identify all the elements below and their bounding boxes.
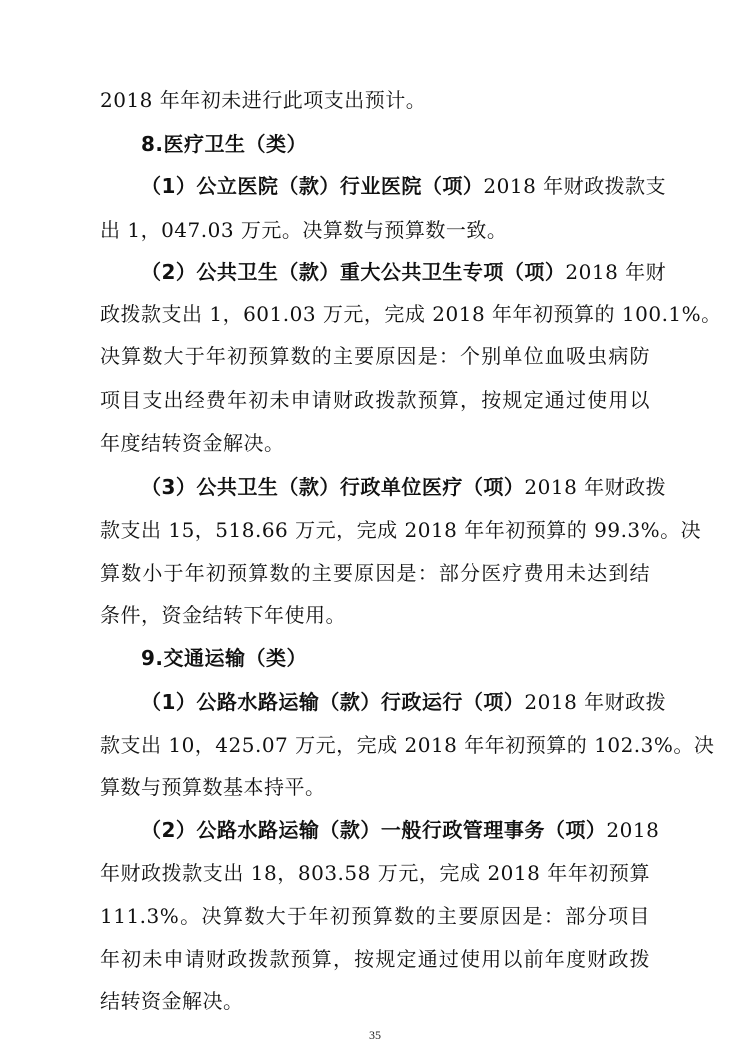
paragraph-first-line	[141, 172, 691, 200]
text-line: 年度结转资金解决。	[100, 431, 285, 455]
text-line: 年财政拨款支出 18，803.58 万元，完成 2018 年年初预算	[100, 861, 650, 885]
text-line: 年初未申请财政拨款预算，按规定通过使用以前年度财政拨	[100, 947, 650, 971]
text-span: 2018 年财	[565, 260, 667, 284]
text-line: 结转资金解决。	[100, 989, 244, 1013]
text-line: 款支出 10，425.07 万元，完成 2018 年年初预算的 102.3%。决	[100, 733, 715, 757]
text-line: 111.3%。决算数大于年初预算数的主要原因是：部分项目	[100, 904, 650, 928]
item-heading: （1）公立医院（款）行业医院（项）	[141, 174, 484, 198]
text-line: 算数与预算数基本持平。	[100, 775, 326, 799]
paragraph-first-line	[141, 688, 691, 716]
paragraph-first-line	[141, 816, 691, 844]
section-heading-transport: 9.交通运输（类）	[141, 646, 308, 670]
paragraph-first-line	[141, 473, 691, 501]
text-line: 项目支出经费年初未申请财政拨款预算，按规定通过使用以	[100, 388, 650, 412]
text-line: 款支出 15，518.66 万元，完成 2018 年年初预算的 99.3%。决	[100, 518, 702, 542]
item-heading: （3）公共卫生（款）行政单位医疗（项）	[141, 475, 525, 499]
text-line: 条件，资金结转下年使用。	[100, 603, 346, 627]
text-span: 2018 年财政拨款支	[483, 174, 667, 198]
text-span: 2018	[606, 818, 660, 842]
text-line: 出 1，047.03 万元。决算数与预算数一致。	[100, 218, 508, 242]
item-heading: （2）公共卫生（款）重大公共卫生专项（项）	[141, 260, 566, 284]
text-line: 政拨款支出 1，601.03 万元，完成 2018 年年初预算的 100.1%。	[100, 302, 722, 326]
page-number: 35	[369, 1028, 381, 1042]
text-span: 2018 年财政拨	[524, 475, 667, 499]
text-span: 2018 年财政拨	[524, 690, 667, 714]
text-line: 决算数大于年初预算数的主要原因是：个别单位血吸虫病防	[100, 344, 650, 368]
section-heading-medical: 8.医疗卫生（类）	[141, 132, 308, 156]
item-heading: （2）公路水路运输（款）一般行政管理事务（项）	[141, 818, 607, 842]
text-line: 算数小于年初预算数的主要原因是：部分医疗费用未达到结	[100, 561, 650, 585]
item-heading: （1）公路水路运输（款）行政运行（项）	[141, 690, 525, 714]
text-line: 2018 年年初未进行此项支出预计。	[100, 88, 427, 112]
paragraph-first-line	[141, 258, 691, 286]
